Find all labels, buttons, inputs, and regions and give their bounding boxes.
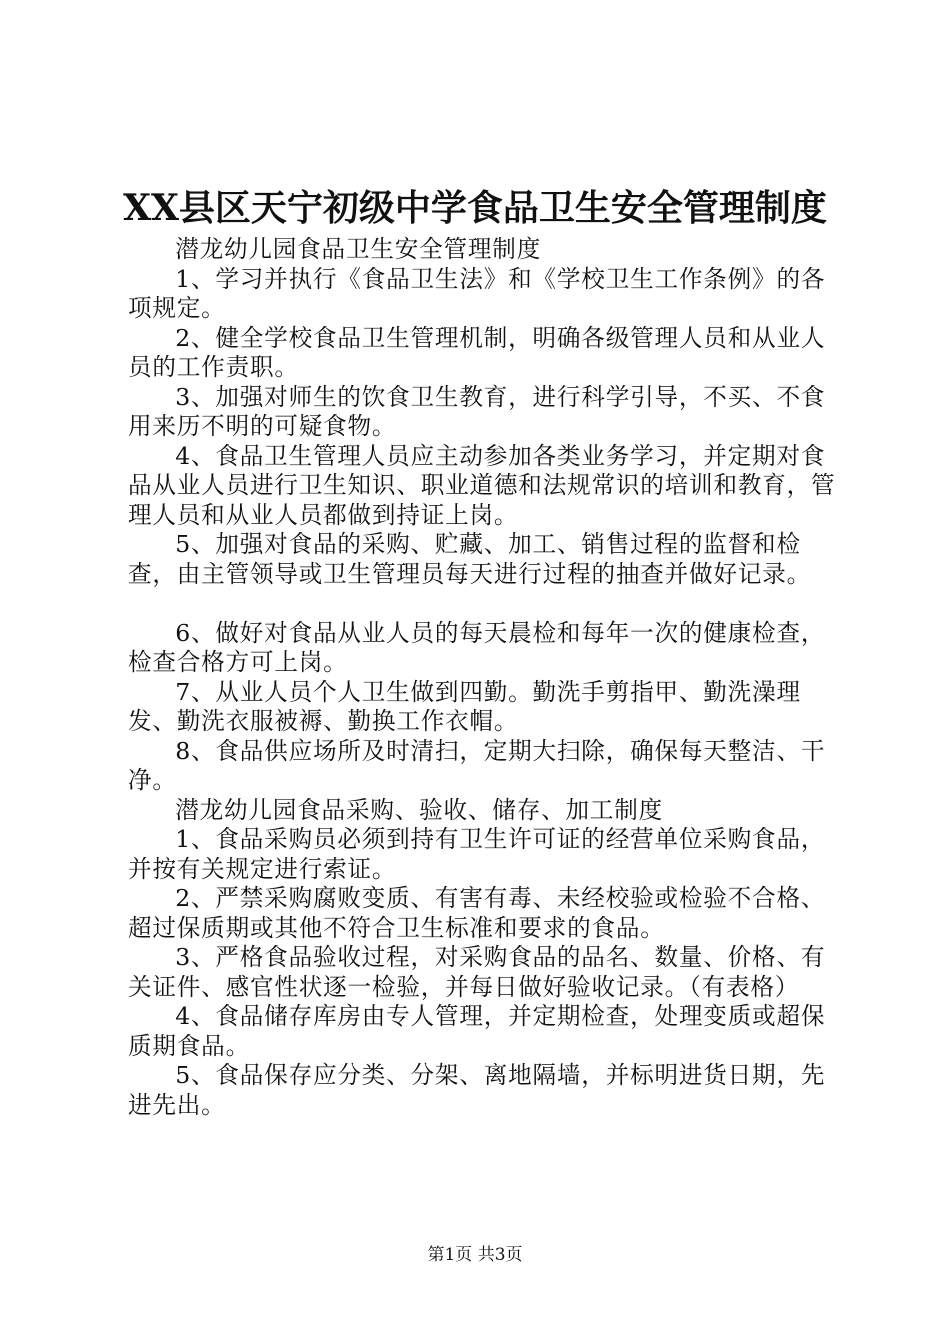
body-paragraph: 1、学习并执行《食品卫生法》和《学校卫生工作条例》的各项规定。 [128, 264, 826, 322]
body-paragraph: 4、食品储存库房由专人管理，并定期检查，处理变质或超保质期食品。 [128, 1002, 826, 1060]
document-body [128, 235, 840, 1120]
section-heading: 潜龙幼儿园食品卫生安全管理制度 [175, 235, 542, 263]
body-paragraph: 5、加强对食品的采购、贮藏、加工、销售过程的监督和检查，由主管领导或卫生管理员每天进行过程的抽查并做好记录。 [128, 530, 812, 588]
body-paragraph: 1、食品采购员必须到持有卫生许可证的经营单位采购食品，并按有关规定进行索证。 [128, 825, 826, 883]
body-paragraph: 3、严格食品验收过程，对采购食品的品名、数量、价格、有关证件、感官性状逐一检验，并每日做好验收记录。（有表格） [128, 943, 826, 1001]
body-paragraph: 4、食品卫生管理人员应主动参加各类业务学习，并定期对食品从业人员进行卫生知识、职业道德和法规常识的培训和教育，管理人员和从业人员都做到持证上岗。 [128, 441, 836, 529]
body-paragraph: 2、健全学校食品卫生管理机制，明确各级管理人员和从业人员的工作责职。 [128, 323, 826, 381]
body-paragraph: 3、加强对师生的饮食卫生教育，进行科学引导，不买、不食用来历不明的可疑食物。 [128, 382, 826, 440]
page-number: 第1页 共3页 [427, 1245, 523, 1265]
body-paragraph: 5、食品保存应分类、分架、离地隔墙，并标明进货日期，先进先出。 [128, 1061, 826, 1119]
body-paragraph: 7、从业人员个人卫生做到四勤。勤洗手剪指甲、勤洗澡理发、勤洗衣服被褥、勤换工作衣帽。 [128, 677, 801, 735]
body-paragraph: 6、做好对食品从业人员的每天晨检和每年一次的健康检查，检查合格方可上岗。 [128, 618, 826, 676]
section-heading: 潜龙幼儿园食品采购、验收、储存、加工制度 [175, 795, 664, 824]
document-title: XX县区天宁初级中学食品卫生安全管理制度 [123, 187, 827, 229]
body-paragraph: 2、严禁采购腐败变质、有害有毒、未经校验或检验不合格、超过保质期或其他不符合卫生标准和要求的食品。 [128, 884, 826, 942]
body-paragraph: 8、食品供应场所及时清扫，定期大扫除，确保每天整洁、干净。 [128, 736, 826, 794]
